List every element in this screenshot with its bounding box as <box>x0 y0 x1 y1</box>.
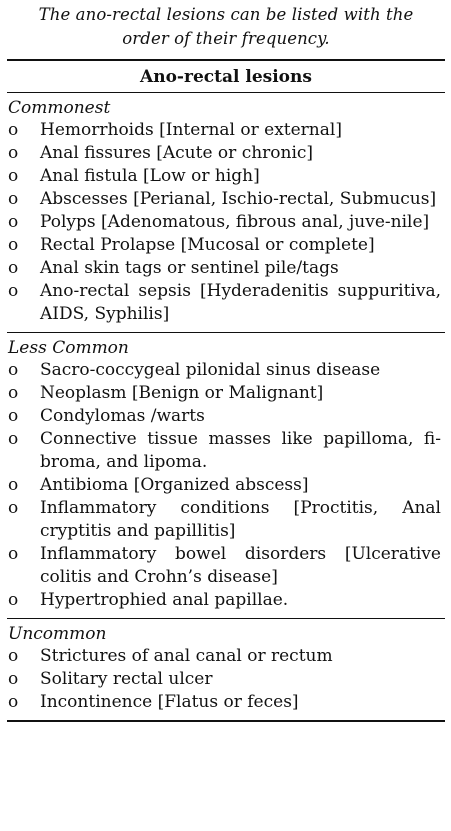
list-item <box>7 211 445 234</box>
list-item <box>7 142 445 165</box>
list-item <box>7 543 445 589</box>
bullet-glyph: o <box>8 590 19 610</box>
list-item <box>7 188 445 211</box>
list-item-text: Anal fissures [Acute or chronic] <box>40 143 314 163</box>
section-uncommon <box>7 618 445 714</box>
bullet-glyph: o <box>8 383 19 403</box>
table-title: Ano-rectal lesions <box>140 67 312 87</box>
list-item-text: Anal fistula [Low or high] <box>40 166 260 186</box>
list-item-text: Hemorrhoids [Internal or external] <box>40 120 342 140</box>
list-item <box>7 668 445 691</box>
section-label: Uncommon <box>8 624 107 644</box>
bullet-glyph: o <box>8 406 19 426</box>
caption: The ano-rectal lesions can be listed with the order of their frequency. <box>38 5 414 48</box>
list-item-text: Strictures of anal canal or rectum <box>40 646 333 666</box>
list-item <box>7 691 445 714</box>
list-item <box>7 497 445 543</box>
bullet-glyph: o <box>8 475 19 495</box>
section-commonest <box>7 97 445 326</box>
bullet-glyph: o <box>8 281 19 301</box>
list-item <box>7 382 445 405</box>
bullet-glyph: o <box>8 669 19 689</box>
table-header-rule <box>7 92 445 93</box>
list-item-text: Neoplasm [Benign or Malignant] <box>40 383 324 403</box>
list-item <box>7 589 445 612</box>
list-item-text: Antibioma [Organized abscess] <box>40 475 309 495</box>
bullet-glyph: o <box>8 212 19 232</box>
list-item-text: Abscesses [Perianal, Ischio-rectal, Submucus] <box>40 189 437 209</box>
bullet-glyph: o <box>8 258 19 278</box>
list-item <box>7 257 445 280</box>
list-item-text: Ano-rectal sepsis [Hyderadenitis suppuritiva, AIDS, Syphilis] <box>40 281 441 324</box>
list-item <box>7 165 445 188</box>
lesion-list <box>7 359 445 612</box>
list-item-text: Sacro-coccygeal pilonidal sinus disease <box>40 360 381 380</box>
list-item-text: Polyps [Adenomatous, fibrous anal, juve-nile] <box>40 212 430 232</box>
list-item <box>7 280 445 326</box>
lesion-list <box>7 119 445 326</box>
section-less-common <box>7 332 445 612</box>
bullet-glyph: o <box>8 120 19 140</box>
list-item-text: Inflammatory conditions [Proctitis, Anal cryptitis and papillitis] <box>40 498 441 541</box>
list-item <box>7 474 445 497</box>
bullet-glyph: o <box>8 646 19 666</box>
list-item <box>7 645 445 668</box>
list-item <box>7 359 445 382</box>
list-item-text: Anal skin tags or sentinel pile/tags <box>40 258 339 278</box>
bullet-glyph: o <box>8 143 19 163</box>
bullet-glyph: o <box>8 544 19 564</box>
list-item <box>7 119 445 142</box>
list-item <box>7 428 445 474</box>
lesion-sections <box>7 97 445 714</box>
list-item-text: Condylomas /warts <box>40 406 205 426</box>
list-item-text: Incontinence [Flatus or feces] <box>40 692 299 712</box>
table-bottom-rule <box>7 720 445 722</box>
bullet-glyph: o <box>8 360 19 380</box>
list-item-text: Rectal Prolapse [Mucosal or complete] <box>40 235 375 255</box>
bullet-glyph: o <box>8 189 19 209</box>
list-item-text: Inflammatory bowel disorders [Ulcerative colitis and Crohn’s disease] <box>40 544 441 587</box>
section-label: Commonest <box>8 98 111 118</box>
bullet-glyph: o <box>8 429 19 449</box>
list-item-text: Hypertrophied anal papillae. <box>40 590 289 610</box>
bullet-glyph: o <box>8 498 19 518</box>
lesion-list <box>7 645 445 714</box>
list-item <box>7 234 445 257</box>
section-label: Less Common <box>8 338 129 358</box>
bullet-glyph: o <box>8 166 19 186</box>
bullet-glyph: o <box>8 692 19 712</box>
bullet-glyph: o <box>8 235 19 255</box>
list-item-text: Solitary rectal ulcer <box>40 669 213 689</box>
list-item-text: Connective tissue masses like papilloma, fi-broma, and lipoma. <box>40 429 441 472</box>
list-item <box>7 405 445 428</box>
